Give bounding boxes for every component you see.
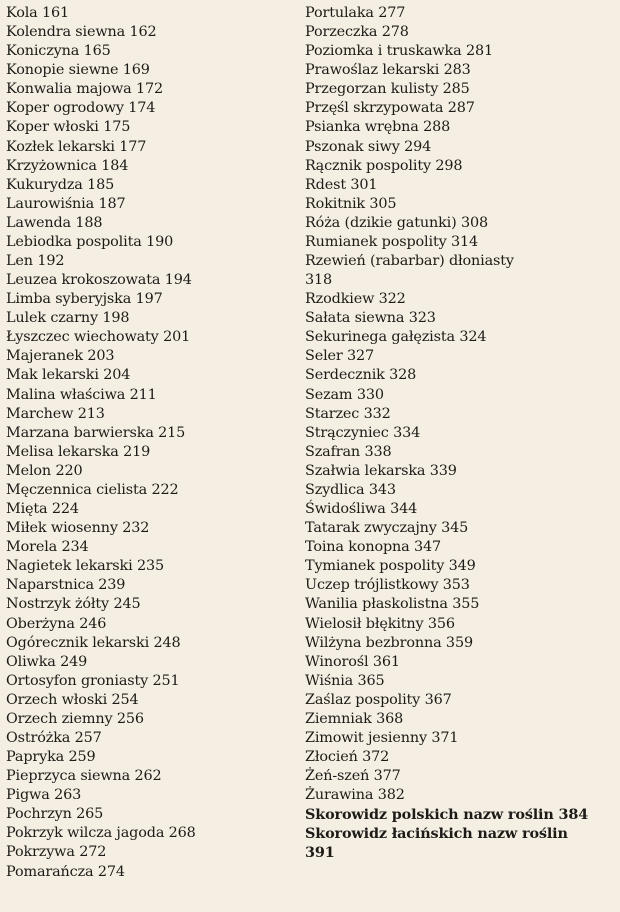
index-entry: Papryka 259 bbox=[6, 749, 96, 766]
index-entry: Mak lekarski 204 bbox=[6, 367, 131, 384]
index-entry: Kozłek lekarski 177 bbox=[6, 138, 147, 155]
index-entry: Szafran 338 bbox=[305, 443, 392, 460]
index-entry: Starzec 332 bbox=[305, 405, 391, 422]
index-entry: Pokrzyk wilcza jagoda 268 bbox=[6, 825, 196, 842]
index-entry: Wilżyna bezbronna 359 bbox=[305, 634, 473, 651]
index-entry: Nostrzyk żółty 245 bbox=[6, 596, 141, 613]
index-entry: Uczep trójlistkowy 353 bbox=[305, 577, 470, 594]
index-entry: Poziomka i truskawka 281 bbox=[305, 43, 493, 60]
index-entry: Prawoślaz lekarski 283 bbox=[305, 62, 471, 79]
index-entry: Sekurinega gałęzista 324 bbox=[305, 329, 487, 346]
index-entry: Lawenda 188 bbox=[6, 214, 103, 231]
index-entry: Tatarak zwyczajny 345 bbox=[305, 520, 469, 537]
index-entry: Len 192 bbox=[6, 253, 65, 270]
index-entry: Pochrzyn 265 bbox=[6, 806, 104, 823]
index-entry: Zimowit jesienny 371 bbox=[305, 729, 459, 746]
index-entry: Miłek wiosenny 232 bbox=[6, 520, 150, 537]
index-entry: Melisa lekarska 219 bbox=[6, 443, 151, 460]
index-entry: Pigwa 263 bbox=[6, 787, 82, 804]
index-entry: Koniczyna 165 bbox=[6, 43, 111, 60]
index-entry: Oliwka 249 bbox=[6, 653, 88, 670]
section-index-polish-names: Skorowidz polskich nazw roślin 384 bbox=[305, 806, 589, 824]
index-entry: Mięta 224 bbox=[6, 501, 79, 518]
index-entry: Wanilia płaskolistna 355 bbox=[305, 596, 480, 613]
index-column-right bbox=[305, 4, 610, 863]
index-entry: Kolendra siewna 162 bbox=[6, 24, 157, 41]
index-entry: Wielosił błękitny 356 bbox=[305, 615, 455, 632]
index-entry: Portulaka 277 bbox=[305, 5, 406, 21]
index-entry: Orzech włoski 254 bbox=[6, 691, 139, 708]
index-column-left bbox=[6, 4, 296, 882]
index-entry: Szydlica 343 bbox=[305, 481, 396, 498]
index-entry: Męczennica cielista 222 bbox=[6, 481, 179, 498]
index-entry: Konopie siewne 169 bbox=[6, 62, 150, 79]
index-entry: Porzeczka 278 bbox=[305, 24, 409, 41]
index-entry: Seler 327 bbox=[305, 348, 375, 365]
index-entry: Szałwia lekarska 339 bbox=[305, 462, 457, 479]
index-entry: Marchew 213 bbox=[6, 405, 105, 422]
index-entry: Pszonak siwy 294 bbox=[305, 138, 432, 155]
index-entry: Złocień 372 bbox=[305, 749, 390, 766]
index-entry: Sałata siewna 323 bbox=[305, 310, 436, 327]
index-entry: Kola 161 bbox=[6, 5, 70, 21]
index-entry: Serdecznik 328 bbox=[305, 367, 417, 384]
index-entry: Psianka wrębna 288 bbox=[305, 119, 451, 136]
index-entry: Ziemniak 368 bbox=[305, 710, 404, 727]
index-entry: Rzodkiew 322 bbox=[305, 291, 406, 308]
index-entry: Ortosyfon groniasty 251 bbox=[6, 672, 180, 689]
index-entry: Malina właściwa 211 bbox=[6, 386, 157, 403]
section-index-latin-names: Skorowidz łacińskich nazw roślin 391 bbox=[305, 825, 568, 862]
index-entry: Strączyniec 334 bbox=[305, 424, 421, 441]
index-entry: Orzech ziemny 256 bbox=[6, 710, 144, 727]
index-entry: Przegorzan kulisty 285 bbox=[305, 81, 470, 98]
index-entry: Koper ogrodowy 174 bbox=[6, 100, 156, 117]
index-entry: Róża (dzikie gatunki) 308 bbox=[305, 214, 488, 231]
index-entry: Laurowiśnia 187 bbox=[6, 195, 126, 212]
index-entry: Pomarańcza 274 bbox=[6, 863, 125, 880]
index-entry: Leuzea krokoszowata 194 bbox=[6, 272, 192, 289]
index-entry: Rokitnik 305 bbox=[305, 195, 397, 212]
index-entry: Przęśl skrzypowata 287 bbox=[305, 100, 475, 117]
index-entry: Rącznik pospolity 298 bbox=[305, 157, 463, 174]
index-entry: Naparstnica 239 bbox=[6, 577, 126, 594]
index-entry: Konwalia majowa 172 bbox=[6, 81, 163, 98]
index-entry: Sezam 330 bbox=[305, 386, 384, 403]
index-entry: Majeranek 203 bbox=[6, 348, 115, 365]
index-entry: Wiśnia 365 bbox=[305, 672, 385, 689]
index-entry: Żurawina 382 bbox=[305, 787, 405, 804]
index-entry: Pieprzyca siewna 262 bbox=[6, 768, 162, 785]
index-entry: Limba syberyjska 197 bbox=[6, 291, 163, 308]
index-entry: Rumianek pospolity 314 bbox=[305, 233, 479, 250]
index-entry: Rzewień (rabarbar) dłoniasty bbox=[305, 253, 514, 270]
index-entry: Zaślaz pospolity 367 bbox=[305, 691, 452, 708]
index-entry: Oberżyna 246 bbox=[6, 615, 107, 632]
index-entry: Koper włoski 175 bbox=[6, 119, 131, 136]
index-entry: Kukurydza 185 bbox=[6, 176, 115, 193]
index-entry: Melon 220 bbox=[6, 462, 83, 479]
index-entry: Toina konopna 347 bbox=[305, 539, 442, 556]
index-entry: Łyszczec wiechowaty 201 bbox=[6, 329, 191, 346]
index-entry: Morela 234 bbox=[6, 539, 89, 556]
index-entry: Nagietek lekarski 235 bbox=[6, 558, 164, 575]
index-entry: Winorośl 361 bbox=[305, 653, 400, 670]
index-entry: Lebiodka pospolita 190 bbox=[6, 233, 174, 250]
index-entry: Żeń-szeń 377 bbox=[305, 768, 401, 785]
index-entry: Pokrzywa 272 bbox=[6, 844, 107, 861]
index-entry: Tymianek pospolity 349 bbox=[305, 558, 476, 575]
index-entry: Rdest 301 bbox=[305, 176, 378, 193]
index-entry: Ostróżka 257 bbox=[6, 729, 102, 746]
index-entry: Świdośliwa 344 bbox=[305, 501, 418, 518]
index-entry: Krzyżownica 184 bbox=[6, 157, 129, 174]
index-entry: Marzana barwierska 215 bbox=[6, 424, 186, 441]
index-entry: 318 bbox=[305, 272, 333, 289]
index-entry: Ogórecznik lekarski 248 bbox=[6, 634, 181, 651]
index-entry: Lulek czarny 198 bbox=[6, 310, 130, 327]
